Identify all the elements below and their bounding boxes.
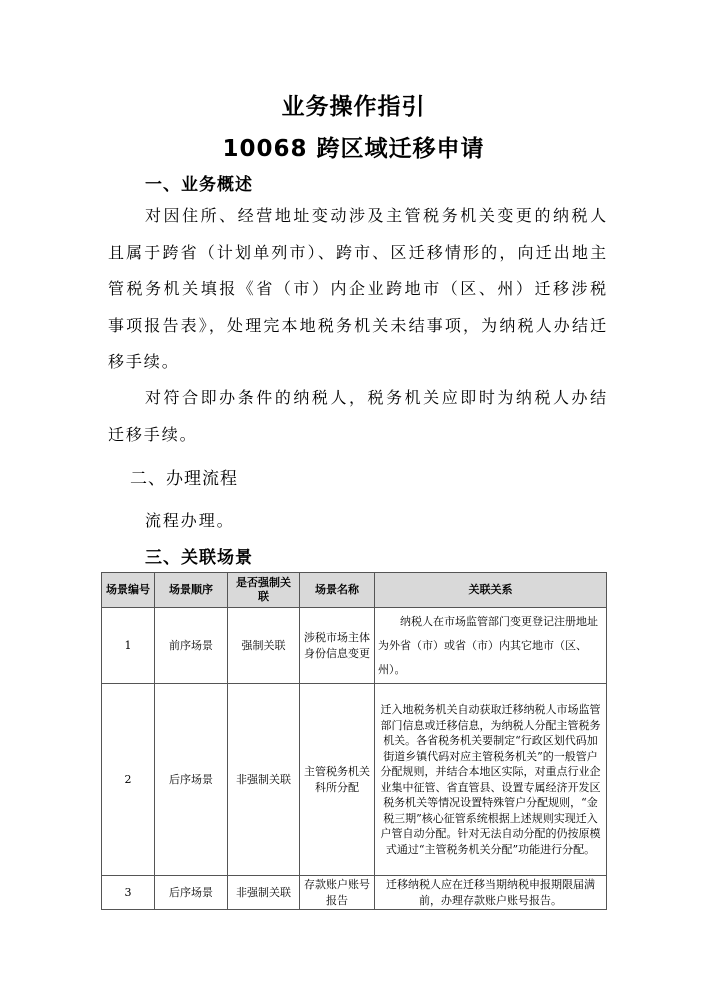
col-header-order: 场景顺序 [155,573,228,608]
cell-name: 主管税务机关科所分配 [300,684,375,876]
cell-relation: 迁入地税务机关自动获取迁移纳税人市场监管部门信息或迁移信息，为纳税人分配主管税务机关。各省税务机关要制定“行政区划代码加街道乡镇代码对应主管税务机关”的一般管户分配规则，并结合本地区实际，对重点行业企业集中征管、省直管县、设置专属经济开发区税务机关等情况设置特殊管户分配规则，“金税三期”核心征管系统根据上述规则实现迁入户管自动分配。针对无法自动分配的仍按原模式通过“主管税务机关分配”功能进行分配。 [375,684,607,876]
doc-title-line1: 业务操作指引 [281,94,426,120]
table-row [102,608,607,684]
col-header-id: 场景编号 [102,573,155,608]
col-header-name: 场景名称 [300,573,375,608]
cell-order: 后序场景 [155,876,228,910]
col-header-relation: 关联关系 [375,573,607,608]
table-header-row [102,573,607,608]
cell-mandatory: 非强制关联 [228,876,300,910]
cell-relation: 纳税人在市场监管部门变更登记注册地址为外省（市）或省（市）内其它地市（区、州）。 [375,608,607,684]
cell-id: 2 [102,684,155,876]
cell-name: 存款账户账号报告 [300,876,375,910]
section2-paragraph: 流程办理。 [145,511,235,530]
doc-title-line2: 10068 跨区域迁移申请 [222,136,485,162]
section3-heading: 三、关联场景 [145,548,253,568]
section1-paragraph2: 对符合即办条件的纳税人，税务机关应即时为纳税人办结迁移手续。 [108,388,608,444]
col-header-mandatory: 是否强制关联 [228,573,300,608]
cell-mandatory: 强制关联 [228,608,300,684]
section1-heading: 一、业务概述 [145,175,253,195]
cell-order: 后序场景 [155,684,228,876]
cell-id: 1 [102,608,155,684]
section2-heading: 二、办理流程 [130,469,238,489]
table-row [102,876,607,910]
section1-paragraph1: 对因住所、经营地址变动涉及主管税务机关变更的纳税人且属于跨省（计划单列市）、跨市、区迁移情形的，向迁出地主管税务机关填报《省（市）内企业跨地市（区、州）迁移涉税事项报告表》，处理完本地税务机关未结事项，为纳税人办结迁移手续。 [108,206,608,371]
related-scenarios-table [101,572,607,910]
cell-relation: 迁移纳税人应在迁移当期纳税申报期限届满前，办理存款账户账号报告。 [375,876,607,910]
table-row [102,684,607,876]
cell-id: 3 [102,876,155,910]
cell-mandatory: 非强制关联 [228,684,300,876]
cell-name: 涉税市场主体身份信息变更 [300,608,375,684]
cell-order: 前序场景 [155,608,228,684]
